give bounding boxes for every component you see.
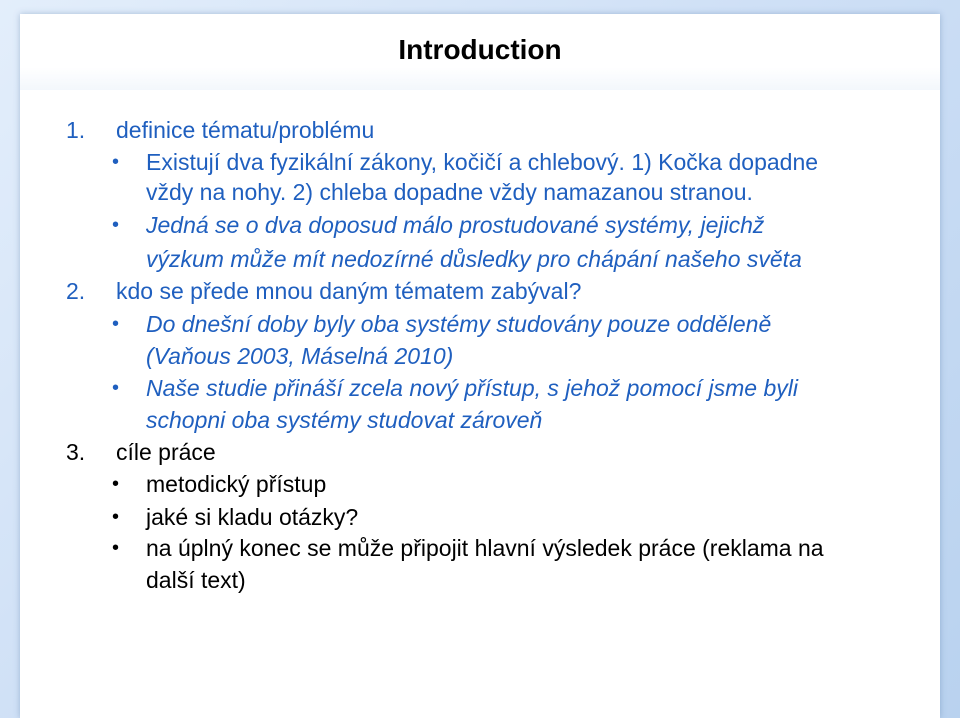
- bullet-icon: •: [112, 506, 120, 528]
- bullet-icon: •: [112, 537, 120, 559]
- section-1-bullet-1-text: Existují dva fyzikální zákony, kočičí a chlebový. 1) Kočka dopadne: [146, 149, 819, 175]
- section-2-number: 2.: [66, 278, 86, 304]
- section-1-number: 1.: [66, 117, 86, 143]
- section-1-bullet-2-text: Jedná se o dva doposud málo prostudované systémy, jejichž: [146, 212, 765, 238]
- section-3-bullet-1-text: metodický přístup: [146, 471, 327, 497]
- section-2-bullet-2-text: Naše studie přináší zcela nový přístup, s jehož pomocí jsme byli: [146, 375, 798, 401]
- section-2-bullet-1-text-cont: (Vaňous 2003, Máselná 2010): [146, 343, 454, 369]
- section-3-bullet-3-text-cont: další text): [146, 567, 246, 593]
- bullet-icon: •: [112, 377, 120, 399]
- section-1-bullet-2-text-cont: výzkum může mít nedozírné důsledky pro chápání našeho světa: [146, 246, 802, 272]
- bullet-icon: •: [112, 473, 120, 495]
- section-3-number: 3.: [66, 439, 86, 465]
- section-2-bullet-2-text-cont: schopni oba systémy studovat zároveň: [146, 407, 543, 433]
- section-3-bullet-3-text: na úplný konec se může připojit hlavní výsledek práce (reklama na: [146, 535, 824, 561]
- bullet-icon: •: [112, 214, 120, 236]
- section-2-bullet-1-text: Do dnešní doby byly oba systémy studovány pouze odděleně: [146, 311, 772, 337]
- section-3-heading: cíle práce: [116, 439, 216, 465]
- section-1-bullet-1-text-cont: vždy na nohy. 2) chleba dopadne vždy namazanou stranou.: [146, 179, 753, 205]
- bullet-icon: •: [112, 151, 120, 173]
- section-1-heading: definice tématu/problému: [116, 117, 375, 143]
- slide-title: Introduction: [398, 34, 562, 65]
- section-2-heading: kdo se přede mnou daným tématem zabýval?: [116, 278, 582, 304]
- bullet-icon: •: [112, 313, 120, 335]
- section-3-bullet-2-text: jaké si kladu otázky?: [146, 504, 359, 530]
